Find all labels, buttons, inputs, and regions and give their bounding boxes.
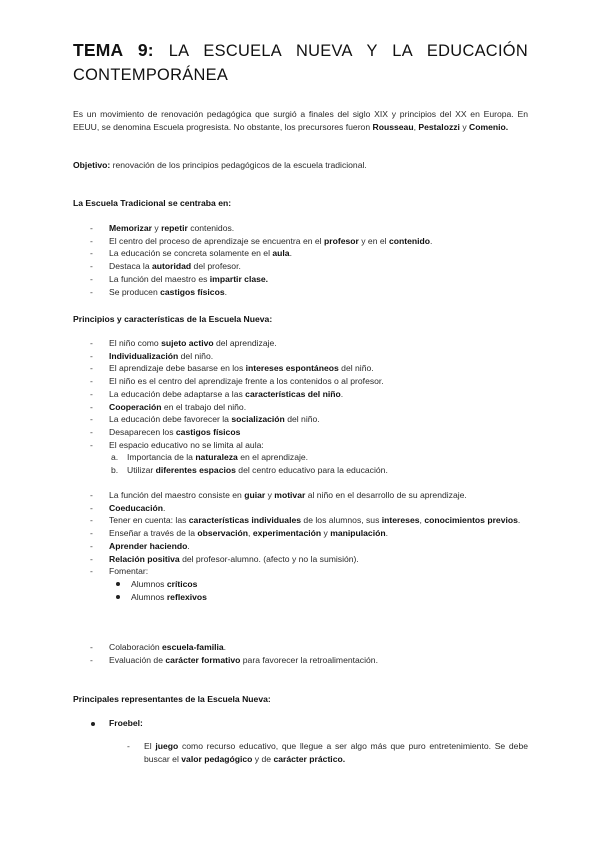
item-text: El niño como bbox=[109, 338, 162, 348]
item-text: La educación debe favorecer la bbox=[109, 414, 232, 425]
sub-marker: b. bbox=[111, 465, 119, 476]
item-text: . bbox=[385, 528, 388, 539]
objective-paragraph bbox=[73, 159, 528, 172]
item-text: . bbox=[224, 286, 227, 297]
item-text: Desaparecen los bbox=[109, 426, 176, 437]
item-bold: características individuales bbox=[188, 515, 302, 526]
list-item bbox=[73, 286, 528, 299]
intro-paragraph bbox=[73, 108, 528, 133]
item-bold: Individualización bbox=[109, 350, 179, 361]
item-text: , bbox=[419, 515, 425, 526]
item-text: de los alumnos, sus bbox=[301, 515, 382, 526]
dash-marker: - bbox=[90, 261, 93, 272]
dash-marker: - bbox=[90, 376, 93, 387]
dash-marker: - bbox=[90, 286, 93, 297]
item-bold: juego bbox=[155, 740, 179, 751]
item-bold: diferentes espacios bbox=[155, 465, 236, 476]
foster-list bbox=[73, 578, 528, 603]
item-text: del niño. bbox=[178, 350, 214, 361]
space-sub-list bbox=[73, 451, 528, 476]
item-text: Importancia de la bbox=[127, 452, 196, 463]
item-text: El bbox=[144, 740, 156, 751]
item-text: , bbox=[248, 528, 253, 539]
intro-pestalozzi: Pestalozzi bbox=[418, 121, 460, 132]
item-text: del profesor-alumno. (afecto y no la sumisión). bbox=[179, 553, 359, 564]
list-item bbox=[73, 540, 528, 553]
item-text: del profesor. bbox=[191, 261, 241, 272]
item-text: del centro educativo para la educación. bbox=[235, 465, 388, 476]
objective-label: Objetivo: bbox=[73, 160, 111, 170]
item-bold: contenido bbox=[388, 235, 431, 246]
item-bold: valor pedagógico bbox=[181, 753, 253, 764]
dash-marker: - bbox=[90, 273, 93, 284]
item-text: del niño. bbox=[338, 363, 374, 374]
item-text: del aprendizaje. bbox=[213, 338, 277, 348]
list-item bbox=[73, 489, 528, 502]
item-bold: experimentación bbox=[252, 528, 322, 539]
item-text: La función del maestro consiste en bbox=[109, 490, 245, 500]
list-item bbox=[73, 337, 528, 350]
item-text: . bbox=[340, 388, 344, 399]
item-text: Colaboración bbox=[109, 642, 163, 652]
list-item bbox=[73, 426, 528, 439]
item-bold: socialización bbox=[231, 414, 285, 425]
dash-marker: - bbox=[90, 654, 93, 665]
sub-marker: a. bbox=[111, 452, 119, 463]
dash-marker: - bbox=[90, 363, 93, 374]
item-text: para favorecer la retroalimentación. bbox=[240, 654, 378, 665]
item-bold: sujeto activo bbox=[161, 338, 214, 348]
item-bold: Memorizar bbox=[109, 223, 152, 233]
dash-marker: - bbox=[90, 223, 93, 233]
item-text: Fomentar: bbox=[109, 566, 149, 577]
item-text: El aprendizaje debe basarse en los bbox=[109, 363, 246, 374]
representative-details bbox=[109, 740, 528, 766]
item-text: Evaluación de bbox=[109, 654, 166, 665]
item-bold: Coeducación bbox=[109, 502, 163, 513]
list-item bbox=[73, 247, 528, 260]
item-text: Alumnos bbox=[131, 578, 167, 589]
dash-marker: - bbox=[127, 740, 130, 751]
list-item bbox=[73, 273, 528, 286]
item-bold: naturaleza bbox=[195, 452, 238, 463]
intro-sep: , bbox=[413, 121, 419, 132]
list-item bbox=[73, 439, 528, 477]
item-text: . bbox=[289, 248, 292, 259]
item-text: Enseñar a través de la bbox=[109, 528, 198, 539]
list-item bbox=[73, 502, 528, 515]
list-item bbox=[73, 222, 528, 235]
item-text: en el trabajo del niño. bbox=[161, 401, 247, 412]
item-bold: guiar bbox=[244, 490, 266, 500]
item-text: Se producen bbox=[109, 286, 161, 297]
item-bold: reflexivos bbox=[166, 591, 207, 602]
dash-marker: - bbox=[90, 388, 93, 399]
item-text: . bbox=[517, 515, 521, 526]
item-text: El niño es el centro del aprendizaje frente a los contenidos o al profesor. bbox=[109, 376, 384, 387]
list-item bbox=[73, 654, 528, 667]
item-text: y de bbox=[252, 753, 274, 764]
title-topic-name: LA ESCUELA NUEVA Y LA EDUCACIÓN CONTEMPORÁNEA bbox=[73, 42, 528, 84]
bullet-marker bbox=[91, 722, 95, 726]
item-text: . bbox=[162, 502, 166, 513]
list-item bbox=[73, 260, 528, 273]
item-bold: aula bbox=[272, 248, 290, 259]
item-bold: Cooperación bbox=[109, 401, 162, 412]
item-text: Destaca la bbox=[109, 261, 152, 272]
dash-marker: - bbox=[90, 401, 93, 412]
list-item bbox=[73, 401, 528, 414]
sub-list-item bbox=[73, 591, 528, 604]
item-text: y bbox=[265, 490, 275, 500]
sub-list-item bbox=[73, 451, 528, 464]
item-text: y bbox=[151, 223, 162, 233]
intro-text: Es un movimiento de renovación pedagógica que surgió a finales del siglo XIX y principios del XX en Europa. En EEUU, se denomina Escuela progresista. No obstante, los precursores fueron bbox=[73, 109, 528, 132]
list-item bbox=[73, 553, 528, 566]
list-item bbox=[73, 235, 528, 248]
item-text: La educación debe adaptarse a las bbox=[109, 388, 246, 399]
item-bold: Relación positiva bbox=[109, 553, 180, 564]
dash-marker: - bbox=[90, 350, 93, 361]
traditional-heading: La Escuela Tradicional se centraba en: bbox=[73, 198, 232, 208]
item-text: . bbox=[223, 642, 227, 652]
list-item bbox=[73, 362, 528, 375]
list-item bbox=[73, 350, 528, 363]
item-bold: observación bbox=[197, 528, 249, 539]
list-item bbox=[73, 641, 528, 654]
traditional-list bbox=[73, 222, 528, 298]
intro-sep-2: y bbox=[459, 121, 470, 132]
principles-list bbox=[73, 337, 528, 477]
item-bold: profesor bbox=[323, 235, 359, 246]
item-bold: manipulación bbox=[330, 528, 386, 539]
item-text: El centro del proceso de aprendizaje se encuentra en el bbox=[109, 235, 324, 246]
dash-marker: - bbox=[90, 439, 93, 450]
bullet-marker bbox=[116, 595, 120, 599]
item-bold: escuela-familia bbox=[162, 642, 224, 652]
item-bold: Aprender haciendo bbox=[109, 540, 188, 551]
item-bold: castigos físicos bbox=[175, 426, 241, 437]
item-bold: características del niño bbox=[245, 388, 341, 399]
item-text: . bbox=[430, 235, 433, 246]
principles-heading: Principios y características de la Escuela Nueva: bbox=[73, 314, 273, 324]
item-bold: conocimientos previos bbox=[424, 515, 518, 526]
item-text: La función del maestro es bbox=[109, 273, 210, 284]
item-bold: intereses espontáneos bbox=[245, 363, 339, 374]
dash-marker: - bbox=[90, 502, 93, 513]
list-item bbox=[73, 514, 528, 527]
item-text: El espacio educativo no se limita al aula: bbox=[109, 439, 264, 450]
item-bold: motivar bbox=[274, 490, 306, 500]
item-text: . bbox=[187, 540, 190, 551]
list-item bbox=[73, 527, 528, 540]
item-text: Tener en cuenta: las bbox=[109, 515, 189, 526]
representatives-list bbox=[73, 717, 528, 766]
dash-marker: - bbox=[90, 642, 93, 652]
dash-marker: - bbox=[90, 235, 93, 246]
item-bold: repetir bbox=[161, 223, 188, 233]
item-text: en el aprendizaje. bbox=[237, 452, 309, 463]
representative-item bbox=[73, 717, 528, 766]
page-title bbox=[73, 38, 528, 87]
dash-marker: - bbox=[90, 338, 93, 348]
item-text: del niño. bbox=[284, 414, 320, 425]
dash-marker: - bbox=[90, 566, 93, 577]
dash-marker: - bbox=[90, 248, 93, 259]
item-bold: autoridad bbox=[152, 261, 192, 272]
title-topic-number: TEMA 9: bbox=[73, 40, 154, 60]
list-item bbox=[73, 375, 528, 388]
principles-list-final bbox=[73, 641, 528, 666]
item-text: y bbox=[321, 528, 331, 539]
item-text: La educación se concreta solamente en el bbox=[109, 248, 273, 259]
item-bold: carácter práctico. bbox=[273, 753, 346, 764]
item-bold: castigos físicos bbox=[160, 286, 225, 297]
item-bold: críticos bbox=[166, 578, 198, 589]
principles-list-continued bbox=[73, 489, 528, 603]
dash-marker: - bbox=[90, 490, 93, 500]
item-text: Utilizar bbox=[127, 465, 156, 476]
intro-comenio: Comenio. bbox=[469, 121, 509, 132]
dash-marker: - bbox=[90, 553, 93, 564]
sub-list-item bbox=[73, 464, 528, 477]
dash-marker: - bbox=[90, 515, 93, 526]
item-text: y en el bbox=[358, 235, 389, 246]
item-bold: intereses bbox=[381, 515, 420, 526]
representatives-heading: Principales representantes de la Escuela Nueva: bbox=[73, 694, 271, 704]
dash-marker: - bbox=[90, 528, 93, 539]
list-item bbox=[73, 565, 528, 603]
objective-text: renovación de los principios pedagógicos de la escuela tradicional. bbox=[110, 160, 367, 170]
representative-name: Froebel: bbox=[109, 718, 143, 728]
item-text: como recurso educativo, que llegue a ser algo más que puro entretenimiento. Se debe buscar el bbox=[144, 740, 529, 764]
sub-list-item bbox=[73, 578, 528, 591]
dash-marker: - bbox=[90, 426, 93, 437]
item-text: al niño en el desarrollo de su aprendizaje. bbox=[305, 490, 467, 500]
item-text: Alumnos bbox=[131, 591, 167, 602]
item-text: contenidos. bbox=[187, 223, 235, 233]
item-bold: carácter formativo bbox=[165, 654, 241, 665]
dash-marker: - bbox=[90, 540, 93, 551]
representative-description bbox=[73, 740, 528, 766]
item-bold: impartir clase. bbox=[209, 273, 269, 284]
intro-rousseau: Rousseau bbox=[372, 121, 414, 132]
bullet-marker bbox=[116, 582, 120, 586]
list-item bbox=[73, 413, 528, 426]
list-item bbox=[73, 388, 528, 401]
dash-marker: - bbox=[90, 414, 93, 425]
